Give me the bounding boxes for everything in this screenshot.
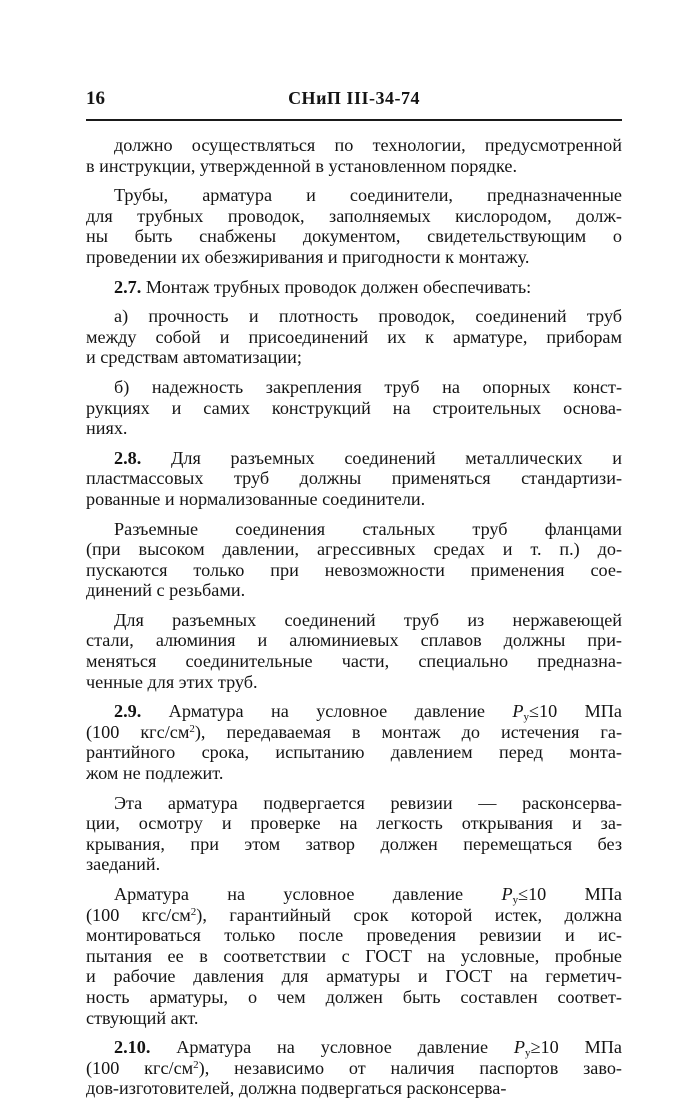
text-line: 2.9. Арматура на условное давление $P_у\le 10$ МПа [114,701,622,724]
text-line: ность арматуры, о чем должен быть составлен соответ- [86,986,622,1007]
text-line: Трубы, арматура и соединители, предназначенные [114,185,622,206]
text-line: (100 кгс/$см^2$), независимо от наличия паспортов заво- [86,1057,622,1078]
paragraph-gap [86,176,622,185]
paragraph-gap [86,510,622,519]
text-line: монтироваться только после проведения ревизии и ис- [86,925,622,946]
paragraph-gap [86,439,622,448]
text-line: заеданий. [86,854,161,875]
paragraph [86,519,622,601]
text-line: ниях. [86,418,128,439]
document-body [86,135,622,1099]
text-line: рукциях и самих конструкций на строительных основа- [86,397,622,418]
text-line: (при высоком давлении, агрессивных средах и т. п.) до- [86,539,622,560]
document-code: СНиП III-34-74 [288,88,420,108]
text-line: Для разъемных соединений труб из нержавеющей [114,609,622,630]
paragraph-gap [86,692,622,701]
text-line: пластмассовых труб должны применяться стандартизи- [86,468,622,489]
paragraph [86,377,622,439]
text-line: проведении их обезжиривания и пригодности к монтажу. [86,246,530,267]
paragraph-gap [86,297,622,306]
text-line: дов-изготовителей, должна подвергаться расконсерва- [86,1078,507,1099]
paragraph [86,793,622,875]
text-line: между собой и присоединений их к арматуре, приборам [86,326,622,347]
paragraph [86,277,622,298]
text-line: б) надежность закрепления труб на опорных конст- [114,376,622,397]
text-line: (100 кгс/$см^2$), гарантийный срок которой истек, должна [86,904,622,925]
text-line: пытания ее в соответствии с ГОСТ на условные, пробные [86,945,622,966]
section-number: 2.8. [114,447,142,468]
text-line: Разъемные соединения стальных труб фланцами [114,518,622,539]
text-line: стали, алюминия и алюминиевых сплавов должны при- [86,630,622,651]
text-line: ции, осмотру и проверке на легкость открывания и за- [86,813,622,834]
text-line: ченные для этих труб. [86,671,258,692]
section-number: 2.9. [114,701,142,722]
text-line: для трубных проводок, заполняемых кислородом, долж- [86,205,622,226]
page-number: 16 [86,88,105,109]
text-line: меняться соединительные части, специально предназна- [86,651,622,672]
text-line: 2.8. Для разъемных соединений металлических и [114,447,622,468]
paragraph [86,135,622,176]
text-line: крывания, при этом затвор должен перемещаться без [86,833,622,854]
header-rule [86,119,622,121]
text-line: а) прочность и плотность проводок, соединений труб [114,306,622,327]
text-line: рантийного срока, испытанию давлением перед монта- [86,742,622,763]
paragraph [86,1037,622,1099]
page-header [86,88,622,118]
text-line: 2.7. Монтаж трубных проводок должен обеспечивать: [114,276,532,297]
paragraph-gap [86,368,622,377]
paragraph-gap [86,1028,622,1037]
text-line: динений с резьбами. [86,580,246,601]
paragraph [86,884,622,1028]
paragraph [86,610,622,692]
text-line: Арматура на условное давление $P_у\le 10$ МПа [114,884,622,906]
text-line: ствующий акт. [86,1007,199,1028]
paragraph-gap [86,875,622,884]
paragraph-gap [86,268,622,277]
text-line: (100 кгс/$см^2$), передаваемая в монтаж до истечения га- [86,721,622,742]
text-line: пускаются только при невозможности применения сое- [86,559,622,580]
paragraph [86,185,622,267]
text-line: и средствам автоматизации; [86,347,302,368]
paragraph [86,701,622,783]
paragraph-gap [86,784,622,793]
section-number: 2.10. [114,1037,151,1058]
section-number: 2.7. [114,276,142,297]
text-line: и рабочие давления для арматуры и ГОСТ на герметич- [86,966,622,987]
text-line: жом не подлежит. [86,763,224,784]
text-line: Эта арматура подвергается ревизии — расконсерва- [114,792,622,813]
paragraph [86,448,622,510]
text-line: в инструкции, утвержденной в установленном порядке. [86,155,518,176]
text-line: должно осуществляться по технологии, предусмотренной [114,135,622,155]
paragraph [86,306,622,368]
text-line: рованные и нормализованные соединители. [86,488,426,509]
text-line: ны быть снабжены документом, свидетельствующим о [86,226,622,247]
paragraph-gap [86,601,622,610]
text-line: 2.10. Арматура на условное давление $P_у\ge 10$ МПа [114,1037,622,1060]
